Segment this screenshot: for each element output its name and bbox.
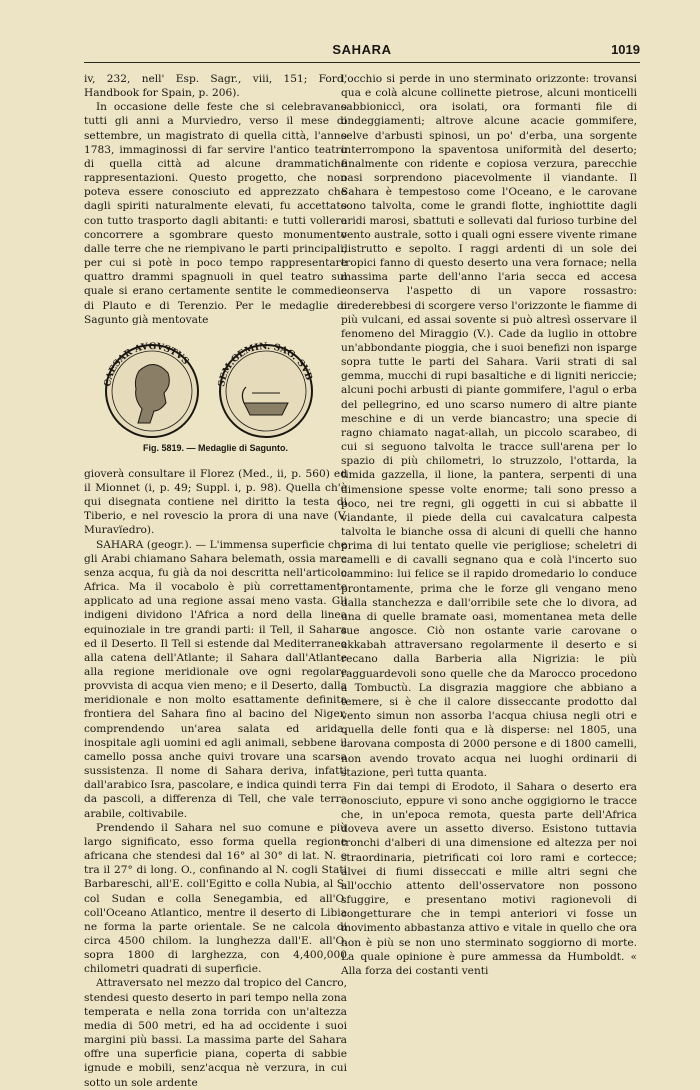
coin-obverse [103, 342, 198, 437]
paragraph-florez-mionnet: gioverà consultare il Florez (Med., ii, p. 560) ed il Mionnet (i, p. 49; Suppl. i, p. 98). Quella ch'è qui disegnata contiene nel diritto la testa di Tiberio, e nel rovescio la prora di una nave (V. Muravïedro). [84, 467, 347, 537]
paragraph-herodotus: Fin dai tempi di Erodoto, il Sahara o deserto era conosciuto, eppure vi sono anche oggigiorno le tracce che, in un'epoca remota, questa parte dell'Africa doveva avere un assetto diverso. Esistono tuttavia tronchi d'alberi di una dimensione ed altezza per noi straordinaria, pietrificati coi loro rami e cortecce; alvei di fiumi disseccati e mille altri segni che all'occhio attento dell'osservatore non possono sfuggire, e presentano motivi ragionevoli di congetturare che in tempi anteriori vi fosse un movimento abbastanza attivo e vitale in quello che ora non è più se non uno sterminato soggiorno di morte. La quale opinione è pure ammessa da Humboldt. « Alla forza dei costanti venti [341, 780, 637, 977]
left-column [84, 72, 347, 1090]
paragraph-reference-tail: iv, 232, nell' Esp. Sagr., viii, 151; Ford, Handbook for Spain, p. 206). [84, 73, 347, 100]
coin-reverse [217, 342, 313, 437]
paragraph-murviedro-theatre: In occasione delle feste che si celebravano tutti gli anni a Murviedro, verso il mese di settembre, un magistrato di quella città, l'anno 1783, immaginossi di far servire l'antico teatro di quella città ad alcune drammatiche rappresentazioni. Questo progetto, che non poteva essere conosciuto ed apprezzato che dagli spiriti naturalmente elevati, fu accettato con tutto trasporto dagli abitanti: e tutti vollero concorrere a sgombrare questo monumento dalle terre che ne riempivano le parti principali, per cui si potè in poco tempo rappresentare quattro drammi spagnuoli in quel teatro sul quale si erano certamente sentite le commedie di Plauto e di Terenzio. Per le medaglie di Sagunto già mentovate [84, 101, 347, 326]
coins-illustration [84, 333, 347, 441]
paragraph-sahara-extent: Prendendo il Sahara nel suo comune e più largo significato, esso forma quella regione africana che stendesi dal 16° al 30° di lat. N. e tra il 27° di long. O., confinando al N. cogli Stati Barbareschi, all'E. coll'Egitto e colla Nubia, al S. col Sudan e colla Senegambia, ed all'O. coll'Oceano Atlantico, mentre il deserto di Libia ne forma la parte orientale. Se ne calcola di circa 4500 chilom. la lunghezza dall'E. all'O. sopra 1800 di larghezza, con 4,400,000 chilometri quadrati di superficie. [84, 821, 347, 976]
figure-coins [84, 333, 347, 463]
coin-obverse-legend: CAESAR AVGVSTVS [103, 341, 191, 388]
right-column [341, 72, 637, 978]
figure-caption: Fig. 5819. — Medaglie di Sagunto. [142, 442, 289, 453]
coin-reverse-legend: SEM.GEMIN. SAG. SVB [217, 341, 314, 388]
page-number: 1019 [611, 42, 640, 57]
paragraph-sahara-geogr: SAHARA (geogr.). — L'immensa superficie che gli Arabi chiamano Sahara belemath, ossia mare senza acqua, fu già da noi descritta nell'articolo Africa. Ma il vocabolo è più correttamente applicato ad una regione assai meno vasta. Gli indigeni dividono l'Africa a nord della linea equinoziale in tre grandi parti: il Tell, il Sahara ed il Deserto. Il Tell si estende dal Mediterraneo alla catena dell'Atlante; il Sahara dall'Atlante alla regione meridionale ove ogni regolare provvista di acqua vien meno; e il Deserto, dalla meridionale e non molto esattamente definita frontiera del Sahara fino al bacino del Niger, comprendendo un'area salata ed arida, inospitale agli uomini ed agli animali, sebbene il camello possa anche quivi trovare una scarsa sussistenza. Il nome di Sahara deriva, infatti dall'arabico Isra, pascolare, e indica quindi terra da pascoli, a differenza di Tell, che vale terra arabile, coltivabile. [84, 538, 347, 820]
paragraph-sahara-climate: Attraversato nel mezzo dal tropico del Cancro, stendesi questo deserto in pari tempo nella zona temperata e nella zona torrida con un'altezza media di 500 metri, ed ha ad occidente i suoi margini più bassi. La massima parte del Sahara offre una superficie piana, coperta di sabbie ignude e mobili, senz'acqua nè verzura, in cui sotto un sole ardente [84, 977, 347, 1089]
paragraph-desert-description: l'occhio si perde in uno sterminato orizzonte: trovansi qua e colà alcune collinette pietrose, alcuni monticelli sabbioniccì, ora isolati, ora formanti file di ondeggiamenti; altrove alcune acacie gommifere, selve d'arbusti spinosi, un po' d'erba, una sorgente interrompono la spaventosa uniformità del deserto; finalmente con ridente e copiosa verzura, parecchie oasi sorprendono piacevolmente il viandante. Il Sahara è tempestoso come l'Oceano, e le carovane sono talvolta, come le grandi flotte, inghiottite dagli aridi marosi, sbattuti e sollevati dal furioso turbine del vento australe, sotto i quali ogni essere vivente rimane distrutto e sepolto. I raggi ardenti di un sole dei tropici fanno di questo deserto una vera fornace; nella massima parte dell'anno l'aria secca ed accesa conserva l'aspetto di un vapore rossastro: crederebbesi di scorgere verso l'orizzonte le fiamme di più vulcani, ed assai sovente si può altresì osservare il fenomeno del Miraggio (V.). Cade da luglio in ottobre un'abbondante pioggia, che i suoi benefizi non isparge sopra tutte le parti del Sahara. Varii strati di sal gemma, mucchi di rupi basaltiche e di ligniti nericcie; alcuni pochi arbusti di piante gommifere, l'agul o erba del pellegrino, ed uno scarso numero di altre piante meschine e di un verde biancastro; una specie di ragno chiamato nagat-allah, un piccolo scarabeo, di cui si seguono talvolta le tracce sull'arena per lo spazio di più chilometri, lo struzzolo, l'ottarda, la timida gazzella, il lione, la pantera, serpenti di una dimensione spesse volte enorme; tali sono presso a poco, nei tre regni, gli oggetti in cui si abbatte il viandante, il piede della cui cavalcatura calpesta talvolta le bianche ossa di alcuni di quelli che hanno prima di lui tentato quelle vie perigliose; scheletri di camelli e di cavalli segnano qua e colà l'incerto suo cammino: lui felice se il rapido dromedario lo conduce prontamente, prima che le forze gli vengano meno dalla stanchezza e dall'orribile sete che lo divora, ad una di quelle bramate oasi, momentanea meta delle sue angosce. Ciò non ostante varie carovane o akkabah attraversano regolarmente il deserto e si recano dalla Barberia alla Nigrizia: le più ragguardevoli sono quelle che da Marocco procedono a Tombuctù. La disgrazia maggiore che abbiano a temere, si è che il calore disseccante prodotto dal vento simun non assorba l'acqua chiusa negli otri e quella delle fonti qua e là disperse: nel 1805, una carovana composta di 2000 persone e di 1800 camelli, non avendo trovato acqua nei luoghi ordinarii di stazione, perì tutta quanta. [341, 73, 637, 779]
running-title: SAHARA [332, 42, 392, 57]
page-header [84, 40, 640, 63]
